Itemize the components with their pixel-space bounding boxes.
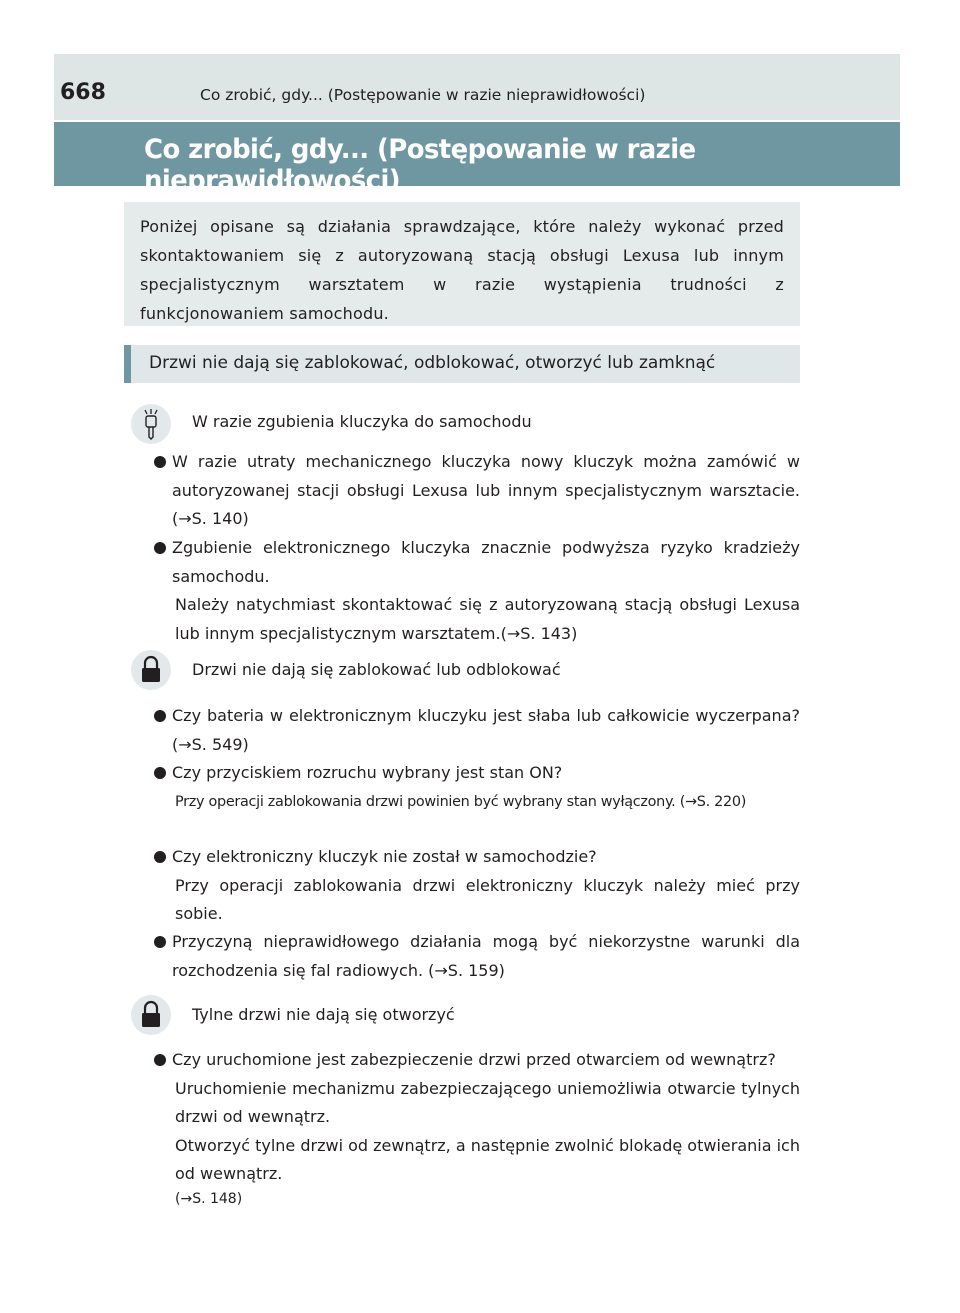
page-reference: (→S. 148) xyxy=(175,1190,243,1207)
group-heading-rear-doors: Tylne drzwi nie dają się otworzyć xyxy=(192,1005,455,1024)
list-item xyxy=(150,1046,800,1209)
item-note: Przy operacji zablokowania drzwi elektroniczny kluczyk należy mieć przy sobie. xyxy=(175,875,800,923)
item-note: Przy operacji zablokowania drzwi powinien być wybrany stan wyłączony. (→S. 220) xyxy=(175,793,747,810)
item-text: Czy przyciskiem rozruchu wybrany jest stan ON? xyxy=(172,763,563,782)
intro-box xyxy=(124,202,800,326)
section-heading-bar xyxy=(124,345,800,383)
key-icon xyxy=(131,404,171,444)
list-item xyxy=(150,448,800,534)
bullet-dot xyxy=(154,851,166,863)
item-text: Czy uruchomione jest zabezpieczenie drzwi przed otwarciem od wewnątrz? xyxy=(172,1050,776,1069)
title-bar xyxy=(54,122,900,196)
list-item xyxy=(150,702,800,759)
running-header: Co zrobić, gdy... (Postępowanie w razie nieprawidłowości) xyxy=(200,86,646,104)
item-text: Czy bateria w elektronicznym kluczyku jest słaba lub całkowicie wyczerpana? (→S. 549) xyxy=(172,706,800,754)
page-number: 668 xyxy=(60,80,106,105)
bullet-dot xyxy=(154,542,166,554)
list-item xyxy=(150,843,800,929)
bullet-dot xyxy=(154,936,166,948)
list-item xyxy=(150,759,800,816)
bullet-dot xyxy=(154,1054,166,1066)
page-title: Co zrobić, gdy... (Postępowanie w razie nieprawidłowości) xyxy=(144,134,696,196)
item-text: Zgubienie elektronicznego kluczyka znacznie podwyższa ryzyko kradzieży samochodu. xyxy=(172,538,800,586)
bullet-dot xyxy=(154,456,166,468)
lock-icon xyxy=(131,650,171,690)
item-text: Czy elektroniczny kluczyk nie został w samochodzie? xyxy=(172,847,597,866)
item-text: W razie utraty mechanicznego kluczyka nowy kluczyk można zamówić w autoryzowanej stacji obsługi Lexusa lub innym specjalistycznym warsztacie. (→S. 140) xyxy=(172,452,800,528)
bullet-dot xyxy=(154,710,166,722)
lock-icon xyxy=(131,995,171,1035)
item-text: Przyczyną nieprawidłowego działania mogą być niekorzystne warunki dla rozchodzenia się fal radiowych. (→S. 159) xyxy=(172,932,800,980)
intro-text: Poniżej opisane są działania sprawdzające, które należy wykonać przed skontaktowaniem się z autoryzowaną stacją obsługi Lexusa lub innym specjalistycznym warsztatem w razie wystąpienia trudności z funkcjonowaniem samochodu. xyxy=(140,217,784,323)
bullet-dot xyxy=(154,767,166,779)
item-note: Należy natychmiast skontaktować się z autoryzowaną stacją obsługi Lexusa lub innym specjalistycznym warsztatem.(→S. 143) xyxy=(175,595,800,643)
group-heading-lost-key: W razie zgubienia kluczyka do samochodu xyxy=(192,412,532,431)
group-heading-lock: Drzwi nie dają się zablokować lub odblokować xyxy=(192,660,561,679)
list-item xyxy=(150,534,800,648)
list-item xyxy=(150,928,800,985)
item-note-2: Otworzyć tylne drzwi od zewnątrz, a następnie zwolnić blokadę otwierania ich od wewnątrz. xyxy=(175,1135,800,1183)
section-heading: Drzwi nie dają się zablokować, odblokować, otworzyć lub zamknąć xyxy=(149,353,716,373)
item-note: Uruchomienie mechanizmu zabezpieczającego uniemożliwia otwarcie tylnych drzwi od wewnątrz. xyxy=(175,1078,800,1126)
